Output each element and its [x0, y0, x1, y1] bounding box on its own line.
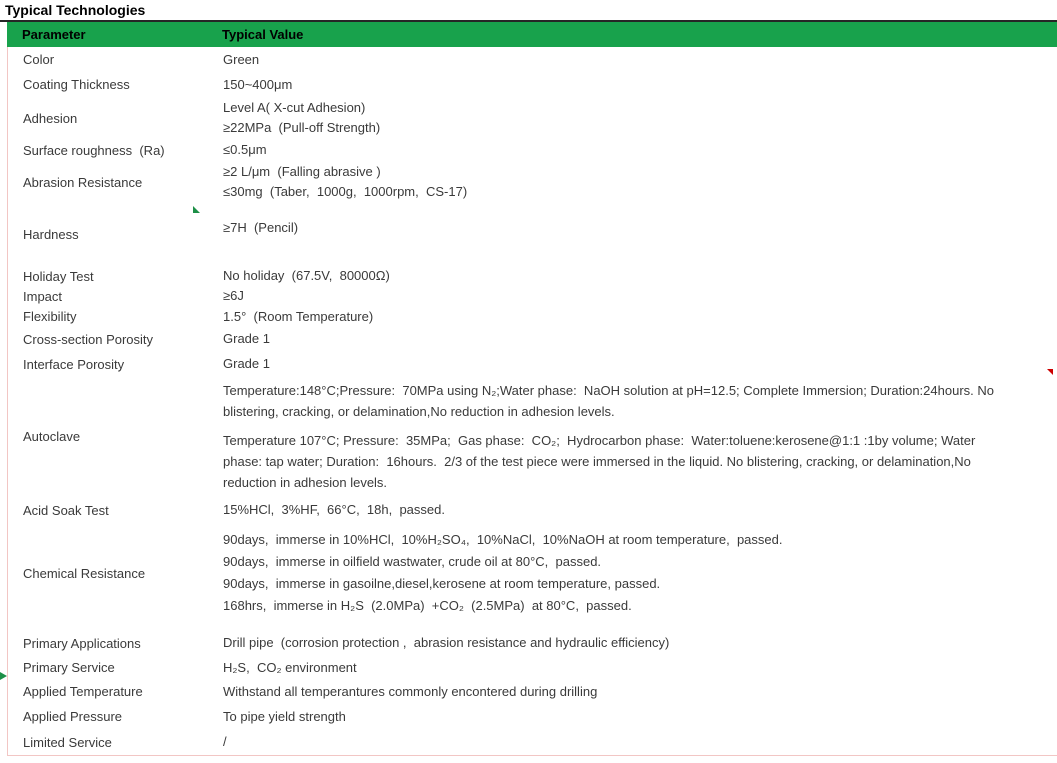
value-cell — [208, 707, 1057, 727]
table-row-primary-applications — [8, 622, 1057, 656]
column-header-parameter: Parameter — [22, 27, 86, 42]
table-row-autoclave — [8, 377, 1057, 496]
value-cell — [208, 140, 1057, 160]
value-line: To pipe yield strength — [223, 708, 346, 724]
value-line: No holiday (67.5V, 80000Ω) — [223, 268, 390, 283]
parameter-label: Applied Pressure — [23, 709, 122, 724]
table-row-holiday-test — [8, 266, 1057, 286]
value-line: / — [223, 734, 227, 749]
parameter-label: Abrasion Resistance — [23, 174, 143, 190]
table-row-interface-porosity — [8, 351, 1057, 377]
parameter-label: Hardness — [23, 227, 79, 242]
value-cell — [208, 732, 1057, 752]
column-header-typical-value: Typical Value — [222, 27, 304, 42]
value-cell — [208, 266, 1057, 286]
value-cell — [208, 286, 1057, 306]
parameter-label: Holiday Test — [23, 268, 94, 284]
table-row-hardness — [8, 203, 1057, 266]
value-line: Level A( X-cut Adhesion) — [223, 100, 366, 115]
table-row-surface-roughness — [8, 139, 1057, 161]
value-line: Temperature:148°C;Pressure: 70MPa using N₂;Water phase: NaOH solution at pH=12.5; Complete Immersion; Duration:24hours. No — [223, 383, 994, 398]
parameter-label: Applied Temperature — [23, 684, 143, 699]
value-cell — [208, 354, 1057, 374]
table-row-coating-thickness — [8, 72, 1057, 97]
parameter-label: Surface roughness (Ra) — [23, 142, 165, 158]
parameter-label: Cross-section Porosity — [23, 331, 154, 347]
value-line: 15%HCl, 3%HF, 66°C, 18h, passed. — [223, 502, 445, 517]
value-line: reduction in adhesion levels. — [223, 475, 388, 490]
value-line: H₂S, CO₂ environment — [223, 659, 357, 675]
value-line: ≤30mg (Taber, 1000g, 1000rpm, CS-17) — [223, 184, 468, 199]
table-row-applied-pressure — [8, 704, 1057, 729]
value-cell — [208, 50, 1057, 70]
parameter-label: Primary Service — [23, 660, 115, 675]
value-cell — [208, 380, 1057, 493]
parameter-label: Autoclave — [23, 429, 81, 444]
parameter-label: Limited Service — [23, 734, 112, 750]
red-flag-icon — [1047, 369, 1053, 375]
table-row-impact — [8, 286, 1057, 306]
value-line: 90days, immerse in gasoilne,diesel,kerosene at room temperature, passed. — [223, 576, 661, 591]
value-line: ≥7H (Pencil) — [223, 219, 299, 235]
value-line: ≥22MPa (Pull-off Strength) — [223, 120, 381, 135]
value-cell — [208, 658, 1057, 678]
value-line: Temperature 107°C; Pressure: 35MPa; Gas phase: CO₂; Hydrocarbon phase: Water:toluene:kerosene@1:1 :1by volume; Water — [223, 433, 976, 448]
value-cell — [208, 307, 1057, 327]
value-line: phase: tap water; Duration: 16hours. 2/3 of the test piece were immersed in the liquid. No blistering, cracking, or delamination,No — [223, 454, 971, 469]
table-row-cross-section-porosity — [8, 327, 1057, 351]
value-line: 150~400μm — [223, 76, 293, 92]
value-line: 90days, immerse in oilfield wastwater, crude oil at 80°C, passed. — [223, 554, 602, 569]
table-body — [7, 47, 1057, 756]
value-cell — [208, 329, 1057, 349]
spec-table — [7, 22, 1057, 756]
value-line: Withstand all temperantures commonly encontered during drilling — [223, 683, 598, 699]
value-line: ≥2 L/μm (Falling abrasive ) — [223, 164, 381, 179]
parameter-label: Coating Thickness — [23, 77, 130, 92]
value-cell — [208, 162, 1057, 202]
table-header-row — [7, 22, 1057, 47]
value-line: Green — [223, 51, 260, 67]
parameter-label: Impact — [23, 288, 63, 304]
parameter-label: Primary Applications — [23, 635, 141, 651]
value-cell — [208, 75, 1057, 95]
table-row-flexibility — [8, 306, 1057, 327]
table-row-primary-service — [8, 656, 1057, 679]
value-line: ≤0.5μm — [223, 142, 267, 157]
value-cell — [208, 529, 1057, 617]
value-line: 168hrs, immerse in H₂S (2.0MPa) +CO₂ (2.5MPa) at 80°C, passed. — [223, 598, 632, 613]
parameter-label: Color — [23, 52, 55, 67]
value-line: Grade 1 — [223, 331, 270, 346]
value-cell — [208, 218, 1057, 252]
value-line: blistering, cracking, or delamination,No reduction in adhesion levels. — [223, 404, 615, 419]
page-title: Typical Technologies — [5, 2, 146, 18]
value-line: 90days, immerse in 10%HCl, 10%H₂SO₄, 10%NaCl, 10%NaOH at room temperature, passed. — [223, 532, 783, 547]
parameter-label: Adhesion — [23, 110, 78, 126]
table-row-abrasion-resistance — [8, 161, 1057, 203]
value-line: 1.5° (Room Temperature) — [223, 308, 374, 324]
parameter-label: Interface Porosity — [23, 356, 125, 372]
value-cell — [208, 98, 1057, 138]
value-line: Drill pipe (corrosion protection , abrasion resistance and hydraulic efficiency) — [223, 635, 670, 650]
value-line: ≥6J — [223, 288, 244, 303]
value-cell — [208, 633, 1057, 653]
green-flag-icon — [193, 206, 200, 213]
table-row-acid-soak-test — [8, 496, 1057, 524]
parameter-label: Flexibility — [23, 309, 77, 324]
table-row-applied-temperature — [8, 679, 1057, 704]
table-row-color — [8, 47, 1057, 72]
table-row-limited-service — [8, 729, 1057, 755]
value-cell — [208, 682, 1057, 702]
table-row-chemical-resistance — [8, 524, 1057, 622]
value-cell — [208, 500, 1057, 520]
parameter-label: Chemical Resistance — [23, 565, 146, 581]
parameter-label: Acid Soak Test — [23, 502, 109, 518]
value-line: Grade 1 — [223, 356, 270, 371]
table-row-adhesion — [8, 97, 1057, 139]
green-flag-icon — [0, 672, 7, 680]
